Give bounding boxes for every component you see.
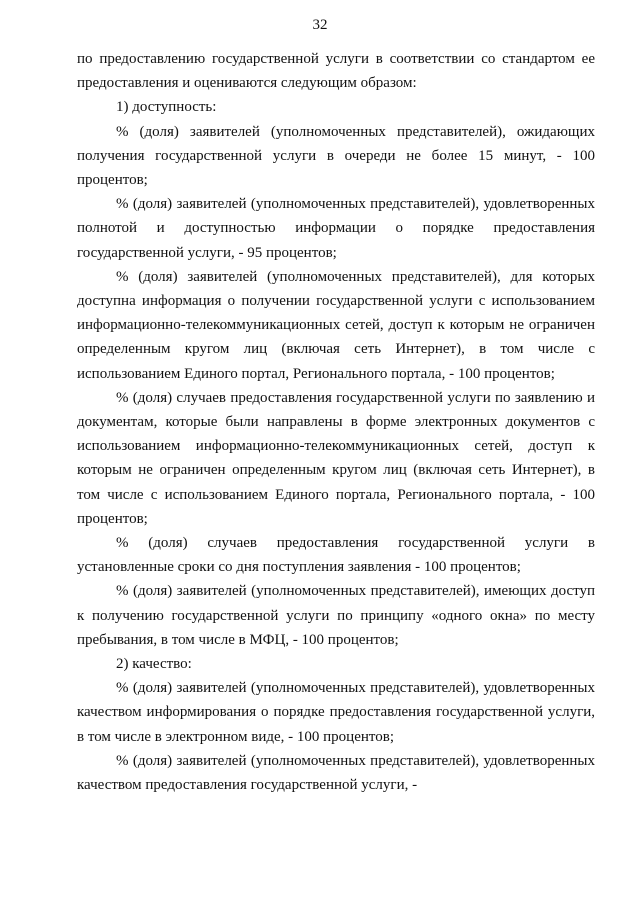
- page-number: 32: [312, 17, 328, 33]
- paragraph-queue-wait: % (доля) заявителей (уполномоченных представителей), ожидающих получения государственной услуги в очереди не более 15 минут, - 100 процентов;: [77, 123, 595, 189]
- paragraph-intro: по предоставлению государственной услуги в соответствии со стандартом ее предоставления и оцениваются следующим образом:: [77, 51, 595, 92]
- paragraph-info-completeness: % (доля) заявителей (уполномоченных представителей), удовлетворенных полнотой и доступностью информации о порядке предоставления государственной услуги, - 95 процентов;: [77, 196, 595, 261]
- paragraph-one-window: % (доля) заявителей (уполномоченных представителей), имеющих доступ к получению государственной услуги по принципу «одного окна» по месту пребывания, в том числе в МФЦ, - 100 процентов;: [77, 583, 595, 648]
- paragraph-electronic-documents: % (доля) случаев предоставления государственной услуги по заявлению и документам, которые были направлены в форме электронных документов с использованием информационно-телекоммуникационных сетей, доступ к которым не ограничен определенным кругом лиц (включая сеть Интернет), в том числе с использованием Единого портала, Регионального портала, - 100 процентов;: [77, 389, 595, 527]
- document-body: [77, 47, 595, 797]
- paragraph-info-quality: % (доля) заявителей (уполномоченных представителей), удовлетворенных качеством информирования о порядке предоставления государственной услуги, в том числе в электронном виде, - 100 процентов;: [77, 680, 595, 745]
- paragraph-service-quality: % (доля) заявителей (уполномоченных представителей), удовлетворенных качеством предоставления государственной услуги, -: [77, 752, 595, 794]
- paragraph-deadlines: % (доля) случаев предоставления государственной услуги в установленные сроки со дня поступления заявления - 100 процентов;: [77, 535, 595, 576]
- paragraph-accessibility-heading: 1) доступность:: [116, 99, 217, 116]
- paragraph-quality-heading: 2) качество:: [116, 656, 192, 673]
- paragraph-online-info: % (доля) заявителей (уполномоченных представителей), для которых доступна информация о получении государственной услуги с использованием информационно-телекоммуникационных сетей, доступ к которым не ограничен определенным кругом лиц (включая сеть Интернет), в том числе с использованием Единого портал, Регионального портала, - 100 процентов;: [77, 268, 595, 382]
